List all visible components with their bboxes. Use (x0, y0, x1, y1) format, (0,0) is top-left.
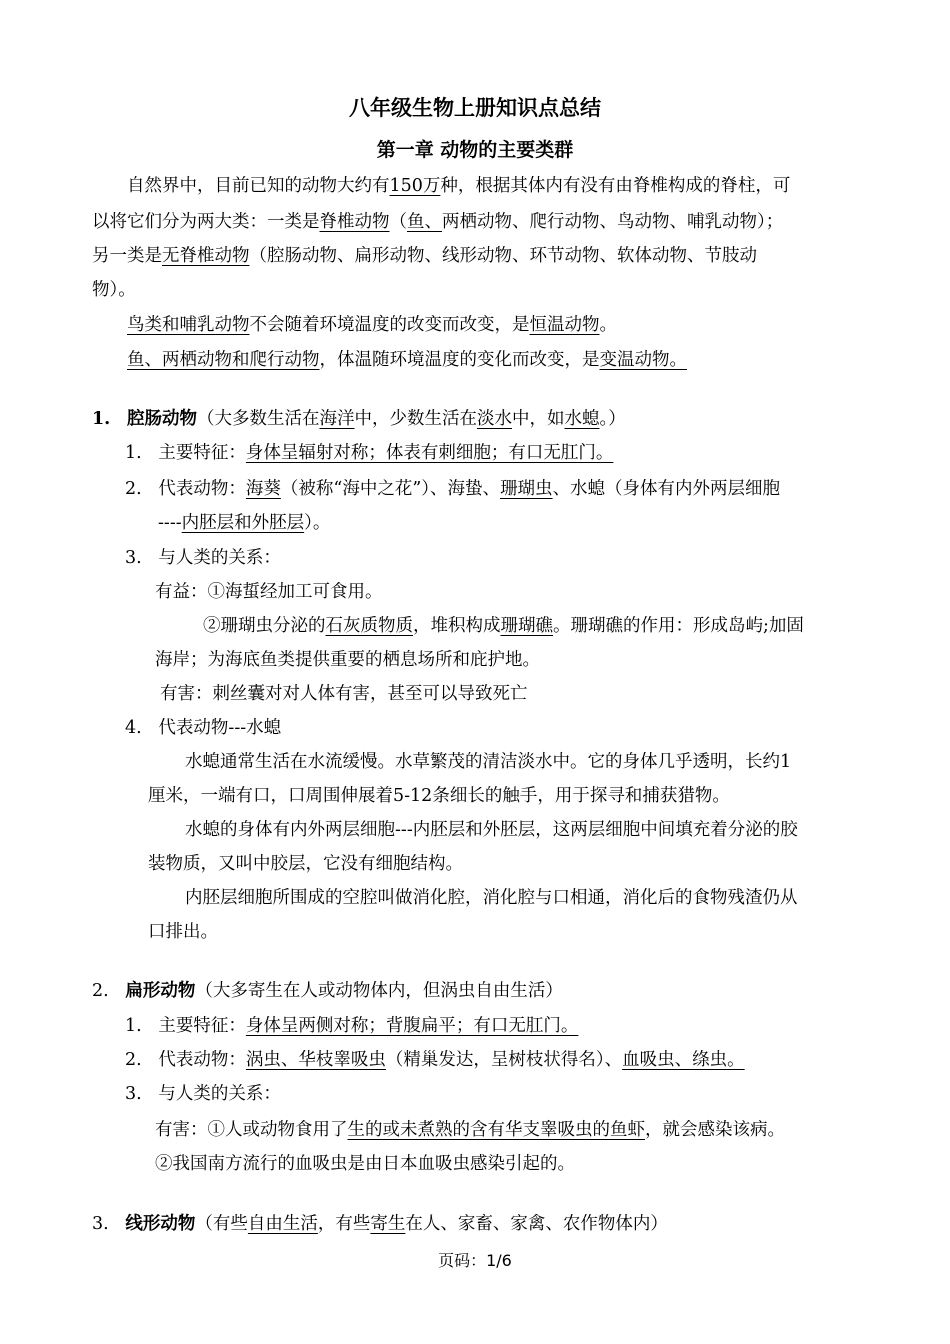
item-text: ---- (158, 513, 182, 533)
section-desc: （大多寄生在人或动物体内，但涡虫自由生活） (195, 981, 563, 1001)
item-text: 。珊瑚礁的作用：形成岛屿;加固 (553, 616, 804, 636)
intro-line-5 (127, 313, 617, 337)
hydra-para-1-line-1: 水螅通常生活在水流缓慢。水草繁茂的清洁淡水中。它的身体几乎透明，长约1 (185, 752, 792, 772)
intro-line-3 (92, 244, 757, 268)
item-text: 有害：①人或动物食用了 (155, 1120, 348, 1140)
item-label: 代表动物： (158, 1050, 246, 1070)
underlined-term: 石灰质物质 (325, 616, 413, 636)
intro-text: 以将它们分为两大类：一类是 (92, 212, 320, 232)
s2-item-2 (125, 1048, 745, 1072)
item-number: 4. (125, 718, 142, 738)
item-label: 主要特征： (158, 443, 246, 463)
intro-text: 种，根据其体内有没有由脊椎构成的脊柱，可 (440, 176, 791, 196)
item-text: ②珊瑚虫分泌的 (203, 616, 326, 636)
intro-line-4: 物）。 (92, 280, 136, 300)
s1-benefit-1: 有益：①海蜇经加工可食用。 (155, 582, 383, 602)
item-number: 1. (125, 1016, 142, 1036)
section-3-heading (92, 1212, 668, 1236)
intro-line-1 (127, 174, 790, 198)
underlined-term: 鸟类和哺乳动物 (127, 315, 250, 335)
underlined-term: 水螅 (564, 409, 600, 429)
intro-text: ，体温随环境温度的变化而改变，是 (319, 350, 600, 370)
section-title: 腔肠动物 (126, 409, 197, 429)
item-label: 代表动物： (158, 479, 246, 499)
underlined-term: 海洋 (319, 409, 355, 429)
underlined-term: 150万 (389, 176, 441, 196)
s1-item-2-cont (158, 511, 330, 535)
underlined-term: 寄生 (370, 1214, 406, 1234)
chapter-heading: 第一章 动物的主要类群 (376, 139, 574, 161)
section-desc: （大多数生活在 (196, 409, 320, 429)
section-2-heading (92, 979, 563, 1003)
s1-item-4 (125, 716, 281, 740)
item-text: （被称“海中之花”）、海蛰、 (280, 479, 501, 499)
item-label: 与人类的关系： (158, 548, 281, 568)
page-number: 页码：1/6 (438, 1251, 512, 1270)
hydra-para-2-line-1: 水螅的身体有内外两层细胞---内胚层和外胚层，这两层细胞中间填充着分泌的胶 (185, 820, 798, 840)
section-desc: 中，如 (511, 409, 565, 429)
item-text: 、水螅（身体有内外两层细胞 (552, 479, 781, 499)
item-text: （精巢发达，呈树枝状得名）、 (385, 1050, 623, 1070)
underlined-term: 涡虫、华枝睾吸虫 (245, 1050, 386, 1070)
item-text: ，就会感染该病。 (645, 1120, 785, 1140)
s1-benefit-2 (203, 614, 804, 638)
section-number: 2. (92, 981, 109, 1001)
underlined-term: 生的或未煮熟的含有华支睾吸虫的鱼虾 (347, 1120, 645, 1140)
item-number: 3. (125, 1084, 142, 1104)
section-desc: 中，少数生活在 (354, 409, 477, 429)
underlined-term: 鱼、两栖动物和爬行动物 (127, 350, 320, 370)
underlined-term: 海葵 (245, 479, 281, 499)
underlined-term: 脊椎动物 (319, 212, 390, 232)
intro-text: 不会随着环境温度的改变而改变，是 (249, 315, 530, 335)
underlined-term: 变温动物。 (599, 350, 687, 370)
s1-item-2 (125, 477, 780, 501)
section-number: 3. (92, 1214, 109, 1234)
underlined-term: 珊瑚虫 (500, 479, 553, 499)
section-desc: （有些 (195, 1214, 248, 1234)
underlined-term: 身体呈两侧对称；背腹扁平；有口无肛门。 (245, 1016, 579, 1036)
s2-item-1 (125, 1014, 578, 1038)
intro-text: 两栖动物、爬行动物、鸟动物、哺乳动物）； (442, 212, 784, 232)
s1-item-1 (125, 441, 613, 465)
section-title: 扁形动物 (125, 981, 196, 1001)
intro-line-2 (92, 210, 783, 234)
underlined-term: 恒温动物 (529, 315, 600, 335)
underlined-term: 珊瑚礁 (500, 616, 553, 636)
item-label: 主要特征： (158, 1016, 246, 1036)
section-title: 线形动物 (125, 1214, 196, 1234)
section-number: 1. (92, 409, 111, 429)
underlined-term: 内胚层和外胚层 (181, 513, 305, 533)
item-label: 与人类的关系： (158, 1084, 281, 1104)
underlined-term: 无脊椎动物 (162, 246, 250, 266)
underlined-term: 身体呈辐射对称；体表有刺细胞；有口无肛门。 (245, 443, 614, 463)
section-desc: 在人、家畜、家禽、农作物体内） (405, 1214, 668, 1234)
intro-text: 另一类是 (92, 246, 162, 266)
item-label: 代表动物---水螅 (158, 718, 282, 738)
item-text: ，堆积构成 (413, 616, 501, 636)
s2-item-3 (125, 1082, 281, 1106)
item-number: 2. (125, 1050, 142, 1070)
section-desc: 。） (599, 409, 626, 429)
s2-harm-1 (155, 1118, 785, 1142)
item-text: ）。 (304, 513, 331, 533)
intro-text: 。 (599, 315, 617, 335)
hydra-para-3-line-1: 内胚层细胞所围成的空腔叫做消化腔，消化腔与口相通，消化后的食物残渣仍从 (185, 888, 798, 908)
underlined-term: 血吸虫、绦虫。 (622, 1050, 745, 1070)
underlined-term: 自由生活 (247, 1214, 318, 1234)
intro-text: 自然界中，目前已知的动物大约有 (127, 176, 390, 196)
item-number: 3. (125, 548, 142, 568)
intro-text: （ (389, 212, 407, 232)
underlined-term: 鱼、 (407, 212, 442, 232)
hydra-para-2-line-2: 装物质，又叫中胶层，它没有细胞结构。 (148, 854, 463, 874)
underlined-term: 淡水 (476, 409, 512, 429)
item-number: 2. (125, 479, 142, 499)
s2-harm-2: ②我国南方流行的血吸虫是由日本血吸虫感染引起的。 (155, 1154, 575, 1174)
section-1-heading (92, 407, 626, 431)
s1-harm: 有害：刺丝囊对对人体有害，甚至可以导致死亡 (160, 684, 528, 704)
section-desc: ，有些 (317, 1214, 371, 1234)
s1-item-3 (125, 546, 281, 570)
page-title: 八年级生物上册知识点总结 (349, 95, 601, 120)
hydra-para-3-line-2: 口排出。 (148, 922, 218, 942)
s1-benefit-3: 海岸；为海底鱼类提供重要的栖息场所和庇护地。 (155, 650, 540, 670)
intro-text: （腔肠动物、扁形动物、线形动物、环节动物、软体动物、节肢动 (249, 246, 757, 266)
intro-line-6 (127, 348, 687, 372)
hydra-para-1-line-2: 厘米，一端有口，口周围伸展着5-12条细长的触手，用于探寻和捕获猎物。 (148, 786, 730, 806)
item-number: 1. (125, 443, 142, 463)
